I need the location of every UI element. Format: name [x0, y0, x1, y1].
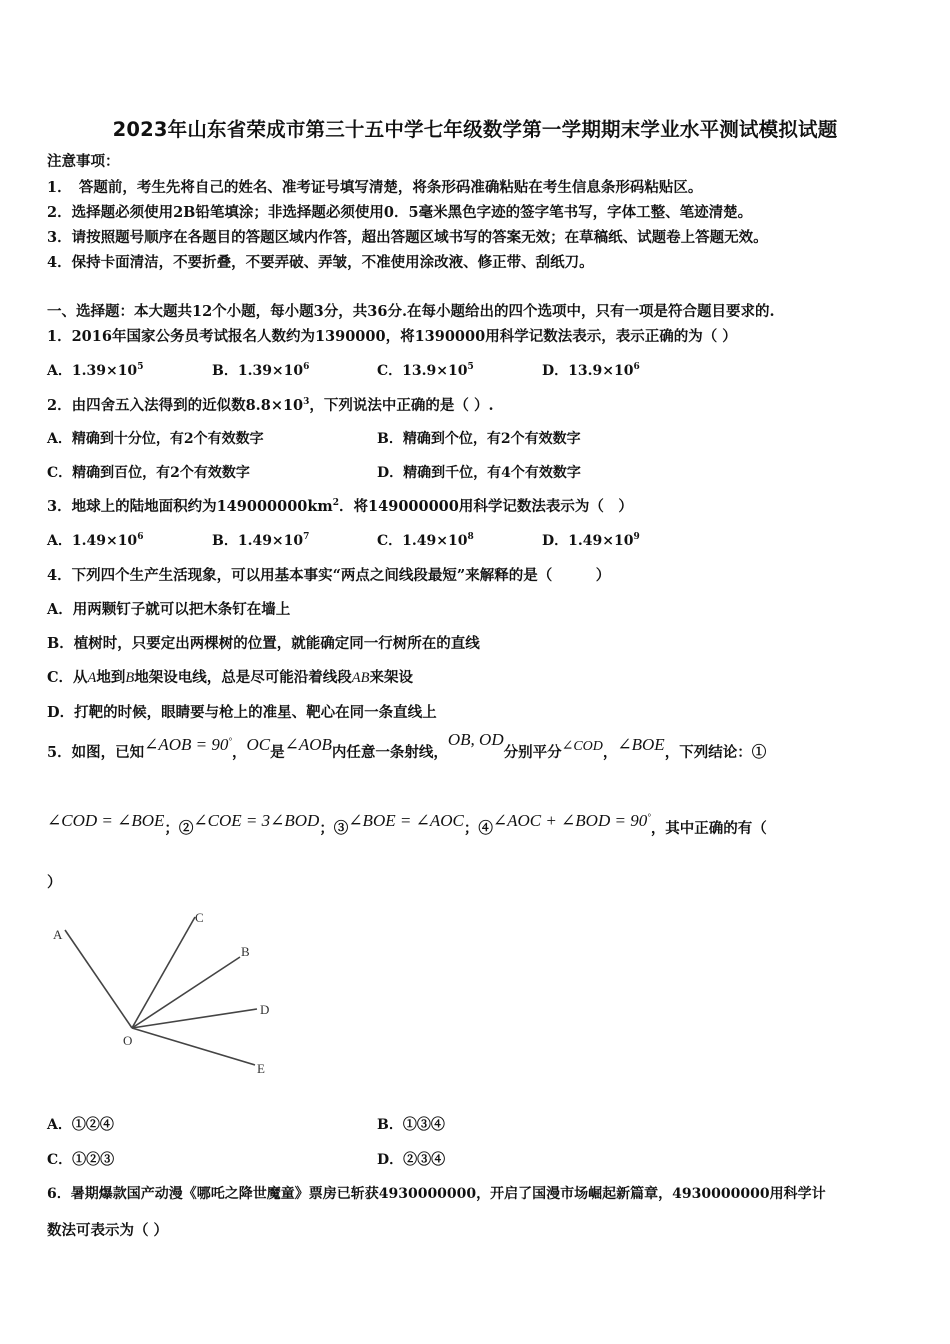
q5-option-d: D．②③④ — [377, 1152, 446, 1168]
notice-item: 4．保持卡面清洁，不要折叠，不要弄破、弄皱，不准使用涂改液、修正带、刮纸刀。 — [47, 254, 594, 271]
q2-option-d: D．精确到千位，有4个有效数字 — [377, 465, 581, 481]
ray-oa — [65, 930, 132, 1028]
angle-rays-figure — [45, 905, 285, 1085]
question-3-stem: 3．地球上的陆地面积约为$149000000km^2$．将149000000用科学记数法表示为（ ） — [47, 498, 633, 515]
q5-option-b: B．①③④ — [377, 1117, 445, 1133]
question-5-conclusions: ∠COD = ∠BOE；②∠COE = 3∠BOD；③∠BOE = ∠AOC；④∠AOC + ∠BOD = 90°，其中正确的有（ — [47, 811, 767, 837]
q4-option-a: A．用两颗钉子就可以把木条钉在墙上 — [47, 601, 291, 618]
page-title: 2023年山东省荣成市第三十五中学七年级数学第一学期期末学业水平测试模拟试题 — [112, 118, 838, 141]
q4-option-d: D．打靶的时候，眼睛要与枪上的准星、靶心在同一条直线上 — [47, 704, 437, 721]
question-4-stem: 4．下列四个生产生活现象，可以用基本事实“两点之间线段最短”来解释的是（ ） — [47, 567, 611, 584]
question-6-stem-cont: 数法可表示为（ ） — [47, 1222, 169, 1239]
question-1-stem: 1．2016年国家公务员考试报名人数约为1390000，将1390000用科学记数法表示，表示正确的为（ ） — [47, 328, 737, 345]
q3-option-d: D．$1.49\times 10^9$ — [542, 532, 640, 549]
q1-option-b: B．$1.39\times 10^6$ — [212, 362, 310, 379]
notice-item: 2．选择题必须使用2B铅笔填涂；非选择题必须使用0．5毫米黑色字迹的签字笔书写，字体工整、笔迹清楚。 — [47, 204, 753, 221]
label-b: B — [241, 944, 250, 959]
question-5-stem: 5．如图，已知∠AOB = 90°，OC是∠AOB内任意一条射线，OB, OD分别平分∠COD，∠BOE，下列结论：① — [47, 730, 767, 761]
section-heading: 一、选择题：本大题共12个小题，每小题3分，共36分.在每小题给出的四个选项中，只有一项是符合题目要求的. — [47, 303, 775, 320]
q4-option-b: B．植树时，只要定出两棵树的位置，就能确定同一行树所在的直线 — [47, 635, 480, 652]
label-e: E — [257, 1061, 265, 1076]
q4-option-c: C．从A地到B地架设电线，总是尽可能沿着线段AB来架设 — [47, 669, 413, 686]
ray-oe — [132, 1028, 255, 1065]
q2-option-a: A．精确到十分位，有2个有效数字 — [47, 431, 264, 447]
question-6-stem: 6．暑期爆款国产动漫《哪吒之降世魔童》票房已斩获4930000000，开启了国漫市场崛起新篇章，4930000000用科学计 — [47, 1186, 826, 1202]
question-2-stem: 2．由四舍五入法得到的近似数$8.8\times 10^3$，下列说法中正确的是（ ）. — [47, 397, 494, 414]
ray-oc — [132, 917, 195, 1028]
q5-option-a: A．①②④ — [47, 1117, 114, 1133]
q3-option-b: B．$1.49\times 10^7$ — [212, 532, 310, 549]
q1-option-d: D．$13.9\times 10^6$ — [542, 362, 640, 379]
label-a: A — [53, 927, 63, 942]
notice-heading: 注意事项： — [47, 153, 120, 170]
question-5-close: ） — [47, 874, 62, 891]
notice-item: 3．请按照题号顺序在各题目的答题区域内作答，超出答题区域书写的答案无效；在草稿纸、试题卷上答题无效。 — [47, 229, 768, 246]
q3-option-c: C．$1.49\times 10^8$ — [377, 532, 474, 549]
q3-option-a: A．$1.49\times 10^6$ — [47, 532, 144, 549]
q1-option-a: A．$1.39\times 10^5$ — [47, 362, 144, 379]
label-o: O — [123, 1033, 133, 1048]
label-d: D — [260, 1002, 270, 1017]
ray-ob — [132, 957, 240, 1028]
q2-option-b: B．精确到个位，有2个有效数字 — [377, 431, 581, 447]
q5-option-c: C．①②③ — [47, 1152, 115, 1168]
q1-option-c: C．$13.9\times 10^5$ — [377, 362, 474, 379]
notice-item: 1． 答题前，考生先将自己的姓名、准考证号填写清楚，将条形码准确粘贴在考生信息条形码粘贴区。 — [47, 179, 703, 196]
q2-option-c: C．精确到百位，有2个有效数字 — [47, 465, 250, 481]
ray-od — [132, 1009, 257, 1028]
label-c: C — [195, 910, 204, 925]
